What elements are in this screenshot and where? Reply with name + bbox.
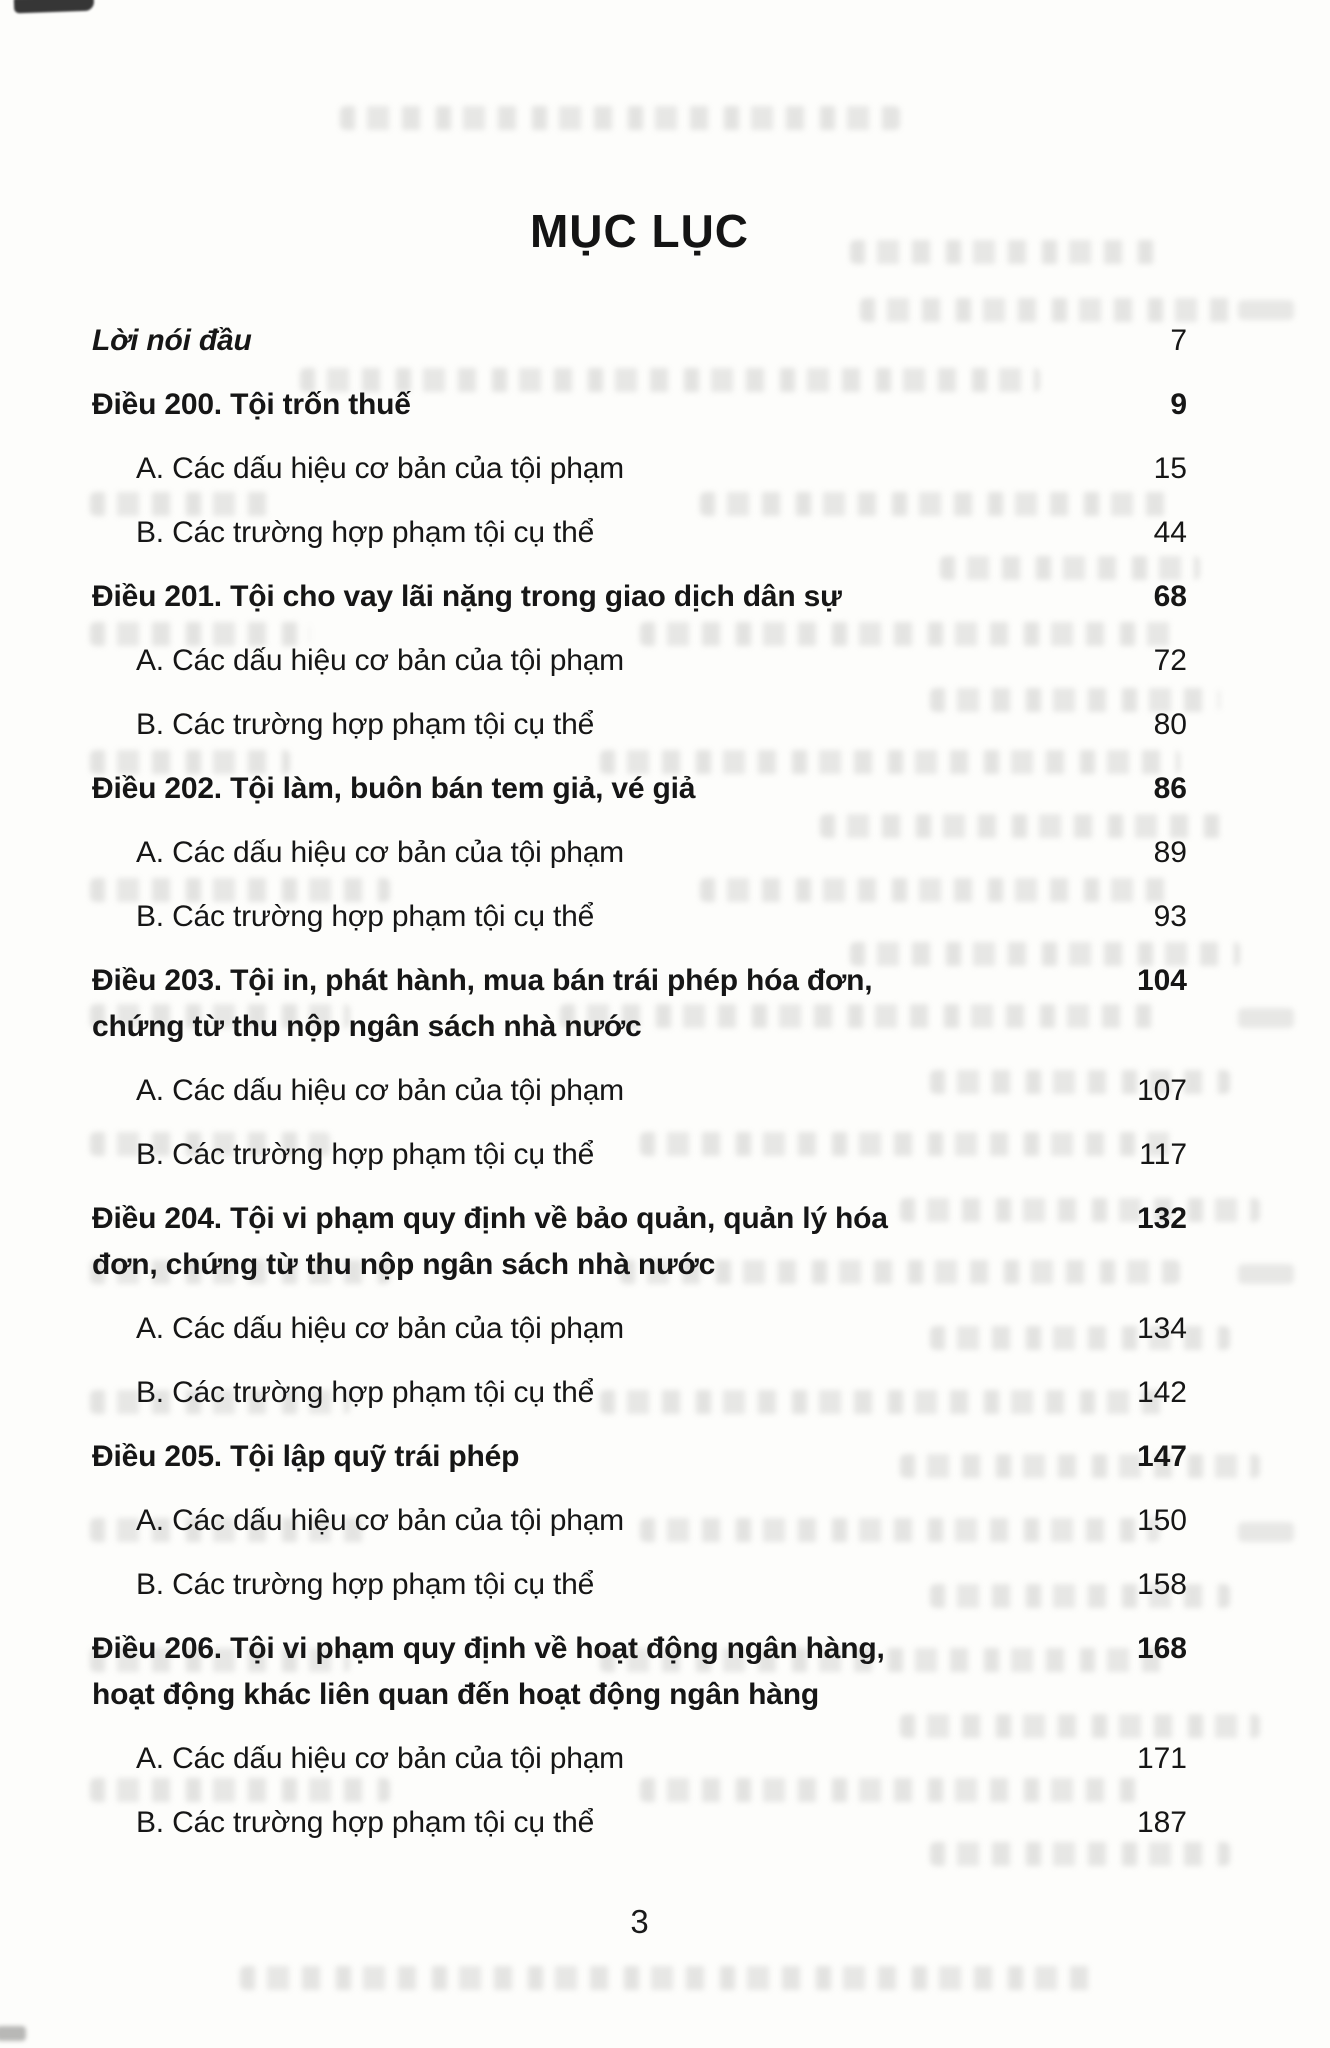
toc-entry-page-number: 9 bbox=[1170, 388, 1187, 421]
toc-entry-label: B. Các trường hợp phạm tội cụ thể bbox=[136, 708, 595, 741]
toc-entry-page-number: 44 bbox=[1153, 516, 1187, 549]
toc-entry-page-number: 168 bbox=[1136, 1632, 1187, 1665]
toc-entry-page-number: 134 bbox=[1136, 1312, 1187, 1345]
toc-row-article bbox=[92, 958, 1187, 1050]
toc-row-intro bbox=[92, 318, 1187, 364]
toc-entry-page-number: 117 bbox=[1139, 1138, 1187, 1171]
toc-entry-label: Lời nói đầu bbox=[92, 324, 252, 357]
toc-entry-page-number: 80 bbox=[1153, 708, 1187, 741]
toc-entry-page-number: 171 bbox=[1136, 1742, 1187, 1775]
toc-row-article bbox=[92, 1626, 1187, 1718]
toc-entry-label: Điều 201. Tội cho vay lãi nặng trong giao dịch dân sự bbox=[92, 580, 842, 613]
toc-entry-page-number: 68 bbox=[1153, 580, 1187, 613]
toc-entry-page-number: 142 bbox=[1136, 1376, 1187, 1409]
toc-row-article bbox=[92, 574, 1187, 620]
toc-entry-page-number: 93 bbox=[1153, 900, 1187, 933]
toc-entry-page-number: 104 bbox=[1136, 964, 1187, 997]
toc-row-section bbox=[92, 894, 1187, 940]
toc-entry-page-number: 72 bbox=[1153, 644, 1187, 677]
toc-row-section bbox=[92, 1800, 1187, 1846]
toc-row-section bbox=[92, 638, 1187, 684]
toc-entry-label: B. Các trường hợp phạm tội cụ thể bbox=[136, 1138, 595, 1171]
toc-row-article bbox=[92, 382, 1187, 428]
toc-entry-label: B. Các trường hợp phạm tội cụ thể bbox=[136, 516, 595, 549]
toc-row-section bbox=[92, 510, 1187, 556]
toc-row-section bbox=[92, 702, 1187, 748]
toc-entry-page-number: 107 bbox=[1136, 1074, 1187, 1107]
toc-row-section bbox=[92, 1370, 1187, 1416]
toc-entry-page-number: 150 bbox=[1136, 1504, 1187, 1537]
toc-entry-page-number: 158 bbox=[1136, 1568, 1187, 1601]
toc-entry-page-number: 187 bbox=[1136, 1806, 1187, 1839]
toc-row-article bbox=[92, 766, 1187, 812]
toc-row-section bbox=[92, 446, 1187, 492]
bleed-through-artifact bbox=[240, 1966, 1100, 1990]
toc-entry-label: A. Các dấu hiệu cơ bản của tội phạm bbox=[136, 1312, 624, 1345]
toc-entry-label: Điều 206. Tội vi phạm quy định về hoạt động ngân hàng, hoạt động khác liên quan đến hoạt động ngân hàng bbox=[92, 1632, 885, 1711]
toc-entry-label: A. Các dấu hiệu cơ bản của tội phạm bbox=[136, 1074, 624, 1107]
toc-entry-label: Điều 200. Tội trốn thuế bbox=[92, 388, 411, 421]
toc-entry-label: A. Các dấu hiệu cơ bản của tội phạm bbox=[136, 644, 624, 677]
toc-entry-label: A. Các dấu hiệu cơ bản của tội phạm bbox=[136, 452, 624, 485]
toc-entry-label: B. Các trường hợp phạm tội cụ thể bbox=[136, 1376, 595, 1409]
toc-row-article bbox=[92, 1434, 1187, 1480]
toc-row-section bbox=[92, 1562, 1187, 1608]
bleed-through-artifact bbox=[340, 106, 900, 130]
footer-page-number: 3 bbox=[630, 1903, 649, 1940]
toc-row-section bbox=[92, 1736, 1187, 1782]
toc-entry-label: Điều 202. Tội làm, buôn bán tem giả, vé giả bbox=[92, 772, 696, 805]
toc-entry-page-number: 7 bbox=[1170, 324, 1187, 357]
toc-entry-label: B. Các trường hợp phạm tội cụ thể bbox=[136, 1568, 595, 1601]
toc-entry-label: A. Các dấu hiệu cơ bản của tội phạm bbox=[136, 1742, 624, 1775]
toc-entry-label: B. Các trường hợp phạm tội cụ thể bbox=[136, 900, 595, 933]
toc-entry-page-number: 86 bbox=[1153, 772, 1187, 805]
toc-row-section bbox=[92, 1132, 1187, 1178]
scan-smudge-artifact bbox=[14, 0, 94, 13]
bleed-through-artifact bbox=[1238, 300, 1294, 320]
toc-entry-label: Điều 203. Tội in, phát hành, mua bán trái phép hóa đơn, chứng từ thu nộp ngân sách nhà nước bbox=[92, 964, 873, 1043]
toc-row-section bbox=[92, 1068, 1187, 1114]
toc-entry-label: Điều 205. Tội lập quỹ trái phép bbox=[92, 1440, 520, 1473]
page-title: MỤC LỤC bbox=[529, 205, 750, 257]
toc-entry-label: A. Các dấu hiệu cơ bản của tội phạm bbox=[136, 836, 624, 869]
toc-row-section bbox=[92, 830, 1187, 876]
bleed-through-artifact bbox=[1238, 1522, 1294, 1542]
toc-entry-page-number: 89 bbox=[1153, 836, 1187, 869]
toc-row-article bbox=[92, 1196, 1187, 1288]
toc-entry-label: B. Các trường hợp phạm tội cụ thể bbox=[136, 1806, 595, 1839]
table-of-contents bbox=[92, 318, 1187, 1864]
toc-entry-page-number: 132 bbox=[1136, 1202, 1187, 1235]
scan-smudge-artifact bbox=[0, 2026, 26, 2041]
toc-entry-label: A. Các dấu hiệu cơ bản của tội phạm bbox=[136, 1504, 624, 1537]
toc-row-section bbox=[92, 1306, 1187, 1352]
bleed-through-artifact bbox=[1238, 1008, 1294, 1028]
toc-entry-label: Điều 204. Tội vi phạm quy định về bảo quản, quản lý hóa đơn, chứng từ thu nộp ngân sách nhà nước bbox=[92, 1202, 888, 1281]
toc-entry-page-number: 15 bbox=[1153, 452, 1187, 485]
bleed-through-artifact bbox=[1238, 1264, 1294, 1284]
toc-entry-page-number: 147 bbox=[1136, 1440, 1187, 1473]
toc-row-section bbox=[92, 1498, 1187, 1544]
